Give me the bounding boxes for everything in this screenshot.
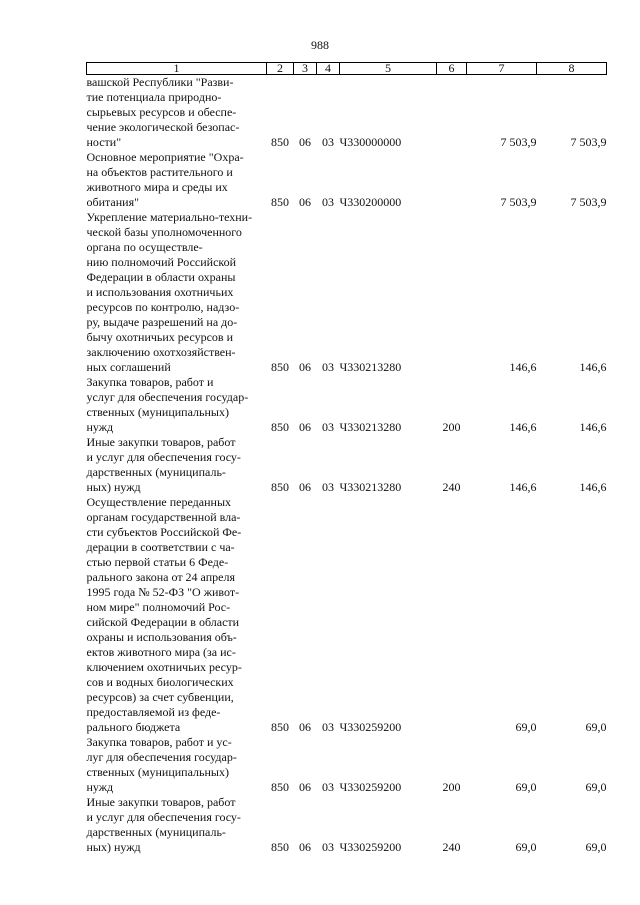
row-ministry-code: 850 [271, 195, 289, 209]
row-target-article: Ч330000000 [339, 135, 402, 149]
row-amount-2: 146,6 [579, 480, 607, 494]
row-target-article: Ч330259200 [339, 840, 402, 854]
row-target-article: Ч330200000 [339, 195, 402, 209]
table-row [87, 495, 607, 735]
column-header-6: 6 [437, 63, 467, 75]
row-subsection-code: 03 [322, 360, 334, 374]
row-section-code: 06 [299, 420, 311, 434]
row-target-article: Ч330259200 [339, 720, 402, 734]
column-header-8: 8 [537, 63, 607, 75]
row-name: Осуществление переданных органам государственной вла- сти субъектов Российской Фе- дерации в соответствии с ча- стью первой статьи 6 Феде- рального закона от 24 апреля 1995 года № 52-ФЗ "О живот- ном мире" полномочий Рос- сийской Федерации в области охраны и использования объ- ектов животного мира (за ис- ключением охотничьих ресур- сов и водных биологических ресурсов) за счет субвенции, предоставляемой из феде- рального бюджета [86, 495, 242, 734]
table-row [87, 735, 607, 795]
row-expense-type: 200 [442, 420, 461, 434]
row-amount-2: 7 503,9 [570, 135, 607, 149]
row-ministry-code: 850 [271, 840, 289, 854]
row-expense-type [437, 210, 467, 375]
row-target-article: Ч330259200 [339, 780, 402, 794]
row-amount-2: 7 503,9 [570, 195, 607, 209]
row-amount-1: 69,0 [515, 720, 537, 734]
row-amount-1: 146,6 [509, 480, 537, 494]
row-amount-1: 146,6 [509, 420, 537, 434]
row-section-code: 06 [299, 195, 311, 209]
row-expense-type [437, 495, 467, 735]
row-name: Закупка товаров, работ и услуг для обеспечения государ- ственных (муниципальных) нужд [86, 375, 249, 434]
row-subsection-code: 03 [322, 840, 334, 854]
row-amount-1: 69,0 [515, 780, 537, 794]
row-expense-type [437, 75, 467, 151]
row-amount-1: 7 503,9 [500, 135, 537, 149]
row-ministry-code: 850 [271, 420, 289, 434]
table-row [87, 375, 607, 435]
row-name: Иные закупки товаров, работ и услуг для обеспечения госу- дарственных (муниципаль- ных) нужд [86, 795, 241, 854]
row-subsection-code: 03 [322, 780, 334, 794]
row-amount-2: 146,6 [579, 420, 607, 434]
row-ministry-code: 850 [271, 135, 289, 149]
row-expense-type: 240 [442, 840, 461, 854]
header-row [87, 63, 607, 75]
row-amount-2: 69,0 [585, 780, 607, 794]
row-expense-type: 240 [442, 480, 461, 494]
table-row [87, 150, 607, 210]
row-name: Иные закупки товаров, работ и услуг для обеспечения госу- дарственных (муниципаль- ных) нужд [86, 435, 241, 494]
table-row [87, 795, 607, 855]
row-amount-1: 146,6 [509, 360, 537, 374]
row-expense-type: 200 [442, 780, 461, 794]
row-name: Основное мероприятие "Охра- на объектов растительного и животного мира и среды их обитания" [86, 150, 244, 209]
row-subsection-code: 03 [322, 195, 334, 209]
column-header-1: 1 [87, 63, 267, 75]
row-amount-2: 69,0 [585, 720, 607, 734]
row-name: Укрепление материально-техни- ческой базы уполномоченного органа по осуществле- нию полномочий Российской Федерации в области охраны и использования охотничьих ресурсов по контролю, надзо- ру, выдаче разрешений на до- бычу охотничьих ресурсов и заключению охотхозяйствен- ных соглашений [86, 210, 253, 374]
row-subsection-code: 03 [322, 720, 334, 734]
row-amount-2: 69,0 [585, 840, 607, 854]
row-subsection-code: 03 [322, 420, 334, 434]
column-header-2: 2 [267, 63, 294, 75]
row-section-code: 06 [299, 720, 311, 734]
row-name: Закупка товаров, работ и ус- луг для обеспечения государ- ственных (муниципальных) нужд [86, 735, 237, 794]
row-subsection-code: 03 [322, 480, 334, 494]
row-subsection-code: 03 [322, 135, 334, 149]
budget-table [86, 62, 607, 855]
column-header-5: 5 [340, 63, 437, 75]
row-ministry-code: 850 [271, 780, 289, 794]
table-row [87, 75, 607, 151]
row-amount-2: 146,6 [579, 360, 607, 374]
row-expense-type [437, 150, 467, 210]
page-number: 988 [311, 38, 329, 52]
column-header-3: 3 [294, 63, 317, 75]
row-ministry-code: 850 [271, 360, 289, 374]
row-section-code: 06 [299, 840, 311, 854]
table-row [87, 435, 607, 495]
column-header-7: 7 [467, 63, 537, 75]
row-amount-1: 69,0 [515, 840, 537, 854]
row-section-code: 06 [299, 135, 311, 149]
row-target-article: Ч330213280 [339, 420, 402, 434]
row-section-code: 06 [299, 480, 311, 494]
row-amount-1: 7 503,9 [500, 195, 537, 209]
row-ministry-code: 850 [271, 480, 289, 494]
row-section-code: 06 [299, 360, 311, 374]
row-section-code: 06 [299, 780, 311, 794]
column-header-4: 4 [317, 63, 340, 75]
row-target-article: Ч330213280 [339, 360, 402, 374]
row-ministry-code: 850 [271, 720, 289, 734]
row-target-article: Ч330213280 [339, 480, 402, 494]
table-row [87, 210, 607, 375]
row-name: вашской Республики "Разви- тие потенциала природно- сырьевых ресурсов и обеспе- чение экологической безопас- ности" [86, 75, 240, 149]
